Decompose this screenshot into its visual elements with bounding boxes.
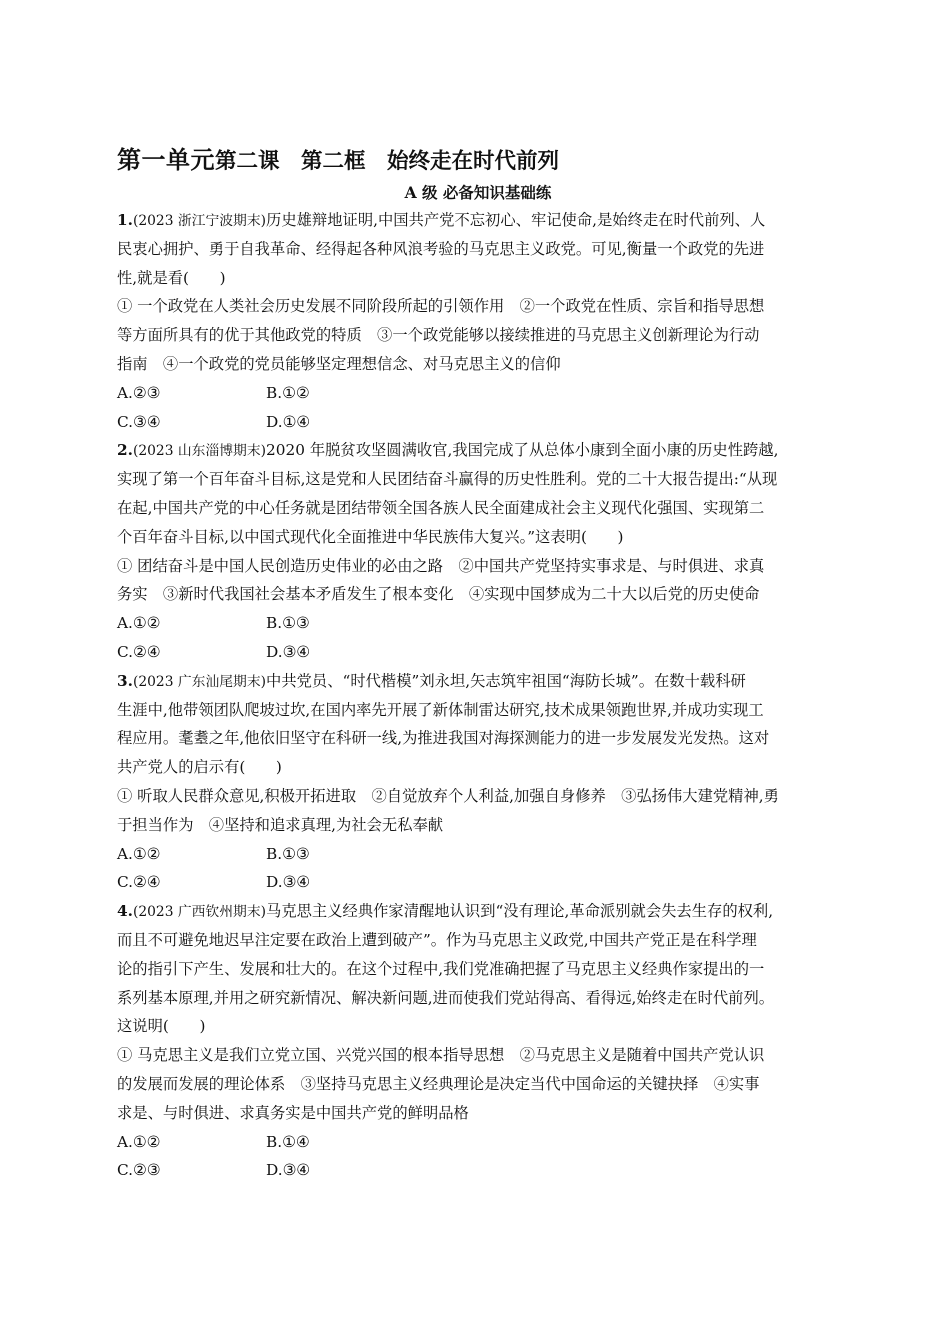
option-c: C.②③ bbox=[117, 1161, 161, 1180]
option-d: D.③④ bbox=[266, 873, 311, 892]
title-lesson: 第二课 第二框 始终走在时代前列 bbox=[215, 149, 560, 174]
question-stem-line: 共产党人的启示有( ) bbox=[117, 758, 282, 777]
page-title bbox=[117, 140, 839, 178]
statement-line: ① 一个政党在人类社会历史发展不同阶段所起的引领作用 ②一个政党在性质、宗旨和指导思想 bbox=[117, 297, 765, 316]
option-row bbox=[117, 408, 839, 437]
option-d: D.③④ bbox=[266, 642, 311, 661]
option-b: B.①② bbox=[266, 383, 310, 402]
option-row bbox=[117, 609, 839, 638]
option-row bbox=[117, 840, 839, 869]
statement-line: 求是、与时俱进、求真务实是中国共产党的鲜明品格 bbox=[117, 1103, 469, 1122]
question-source: (2023 浙江宁波期末) bbox=[132, 213, 267, 229]
question-stem-text: 马克思主义经典作家清醒地认识到“没有理论,革命派别就会失去生存的权利, bbox=[266, 902, 774, 921]
question-stem-line: 个百年奋斗目标,以中国式现代化全面推进中华民族伟大复兴。”这表明( ) bbox=[117, 527, 624, 546]
question-stem-text: 历史雄辩地证明,中国共产党不忘初心、牢记使命,是始终走在时代前列、人 bbox=[266, 211, 766, 229]
option-a: A.①② bbox=[117, 844, 161, 863]
question-number: 2 bbox=[117, 441, 128, 460]
question-stem-line: 3.(2023 广东汕尾期末)中共党员、“时代楷模”刘永坦,矢志筑牢祖国“海防长城”。在数十载科研 bbox=[117, 671, 746, 690]
question-stem-line: 论的指引下产生、发展和壮大的。在这个过程中,我们党准确把握了马克思主义经典作家提出的一 bbox=[117, 959, 765, 978]
question-number: 3 bbox=[117, 671, 128, 690]
option-row bbox=[117, 1128, 839, 1157]
option-row bbox=[117, 379, 839, 408]
option-c: C.③④ bbox=[117, 412, 161, 431]
statement-line: 指南 ④一个政党的党员能够坚定理想信念、对马克思主义的信仰 bbox=[117, 354, 561, 373]
question-source: (2023 广东汕尾期末) bbox=[132, 673, 267, 690]
option-b: B.①④ bbox=[266, 1132, 310, 1151]
statement-line: ① 团结奋斗是中国人民创造历史伟业的必由之路 ②中国共产党坚持实事求是、与时俱进、求真 bbox=[117, 556, 765, 575]
question-stem-line: 实现了第一个百年奋斗目标,这是党和人民团结奋斗赢得的历史性胜利。党的二十大报告提出:“从现 bbox=[117, 470, 778, 489]
question-1 bbox=[117, 206, 839, 436]
statement-line: 务实 ③新时代我国社会基本矛盾发生了根本变化 ④实现中国梦成为二十大以后党的历史使命 bbox=[117, 585, 760, 604]
title-unit: 第一单元 bbox=[117, 146, 215, 174]
question-stem-line: 而且不可避免地迟早注定要在政治上遭到破产”。作为马克思主义政党,中国共产党正是在科学理 bbox=[117, 930, 757, 949]
option-d: D.③④ bbox=[266, 1161, 311, 1180]
option-d: D.①④ bbox=[266, 412, 311, 431]
question-stem-line: 2.(2023 山东淄博期末)2020 年脱贫攻坚圆满收官,我国完成了从总体小康到全面小康的历史性跨越, bbox=[117, 441, 779, 460]
option-row bbox=[117, 1156, 839, 1185]
question-stem-line: 生涯中,他带领团队爬坡过坎,在国内率先开展了新体制雷达研究,技术成果领跑世界,并成功实现工 bbox=[117, 700, 764, 719]
option-c: C.②④ bbox=[117, 642, 161, 661]
question-number: 4 bbox=[117, 902, 128, 921]
question-3 bbox=[117, 667, 839, 897]
question-stem-line: 民衷心拥护、勇于自我革命、经得起各种风浪考验的马克思主义政党。可见,衡量一个政党的先进 bbox=[117, 239, 765, 258]
statement-line: ① 马克思主义是我们立党立国、兴党兴国的根本指导思想 ②马克思主义是随着中国共产党认识 bbox=[117, 1046, 765, 1065]
question-stem-text: 2020 年脱贫攻坚圆满收官,我国完成了从总体小康到全面小康的历史性跨越, bbox=[266, 441, 779, 460]
statement-line: 等方面所具有的优于其他政党的特质 ③一个政党能够以接续推进的马克思主义创新理论为行动 bbox=[117, 326, 760, 345]
question-2 bbox=[117, 436, 839, 666]
question-stem-text: 中共党员、“时代楷模”刘永坦,矢志筑牢祖国“海防长城”。在数十载科研 bbox=[266, 671, 746, 690]
question-source: (2023 山东淄博期末) bbox=[132, 443, 267, 460]
option-a: A.①② bbox=[117, 1132, 161, 1151]
statement-line: 于担当作为 ④坚持和追求真理,为社会无私奉献 bbox=[117, 815, 444, 834]
question-number: 1 bbox=[117, 211, 128, 229]
question-stem-line: 系列基本原理,并用之研究新情况、解决新问题,进而使我们党站得高、看得远,始终走在时代前列。 bbox=[117, 988, 775, 1007]
question-stem-line: 这说明( ) bbox=[117, 1017, 206, 1036]
option-row bbox=[117, 638, 839, 667]
option-a: A.②③ bbox=[117, 383, 161, 402]
option-a: A.①② bbox=[117, 614, 161, 633]
option-row bbox=[117, 868, 839, 897]
statement-line: ① 听取人民群众意见,积极开拓进取 ②自觉放弃个人利益,加强自身修养 ③弘扬伟大建党精神,勇 bbox=[117, 786, 779, 805]
option-b: B.①③ bbox=[266, 614, 310, 633]
question-stem-line: 程应用。耄耋之年,他依旧坚守在科研一线,为推进我国对海探测能力的进一步发展发光发热。这对 bbox=[117, 729, 770, 748]
question-4 bbox=[117, 897, 839, 1185]
question-stem-line: 性,就是看( ) bbox=[117, 268, 226, 287]
question-source: (2023 广西钦州期末) bbox=[132, 904, 267, 921]
option-b: B.①③ bbox=[266, 844, 310, 863]
section-heading: A 级 必备知识基础练 bbox=[404, 183, 552, 202]
question-stem-line: 1.(2023 浙江宁波期末)历史雄辩地证明,中国共产党不忘初心、牢记使命,是始终走在时代前列、人 bbox=[117, 211, 766, 229]
document-content bbox=[117, 140, 839, 1185]
statement-line: 的发展而发展的理论体系 ③坚持马克思主义经典理论是决定当代中国命运的关键抉择 ④实事 bbox=[117, 1074, 760, 1093]
question-stem-line: 在起,中国共产党的中心任务就是团结带领全国各族人民全面建成社会主义现代化强国、实现第二 bbox=[117, 498, 765, 517]
option-c: C.②④ bbox=[117, 873, 161, 892]
question-stem-line: 4.(2023 广西钦州期末)马克思主义经典作家清醒地认识到“没有理论,革命派别就会失去生存的权利, bbox=[117, 902, 774, 921]
